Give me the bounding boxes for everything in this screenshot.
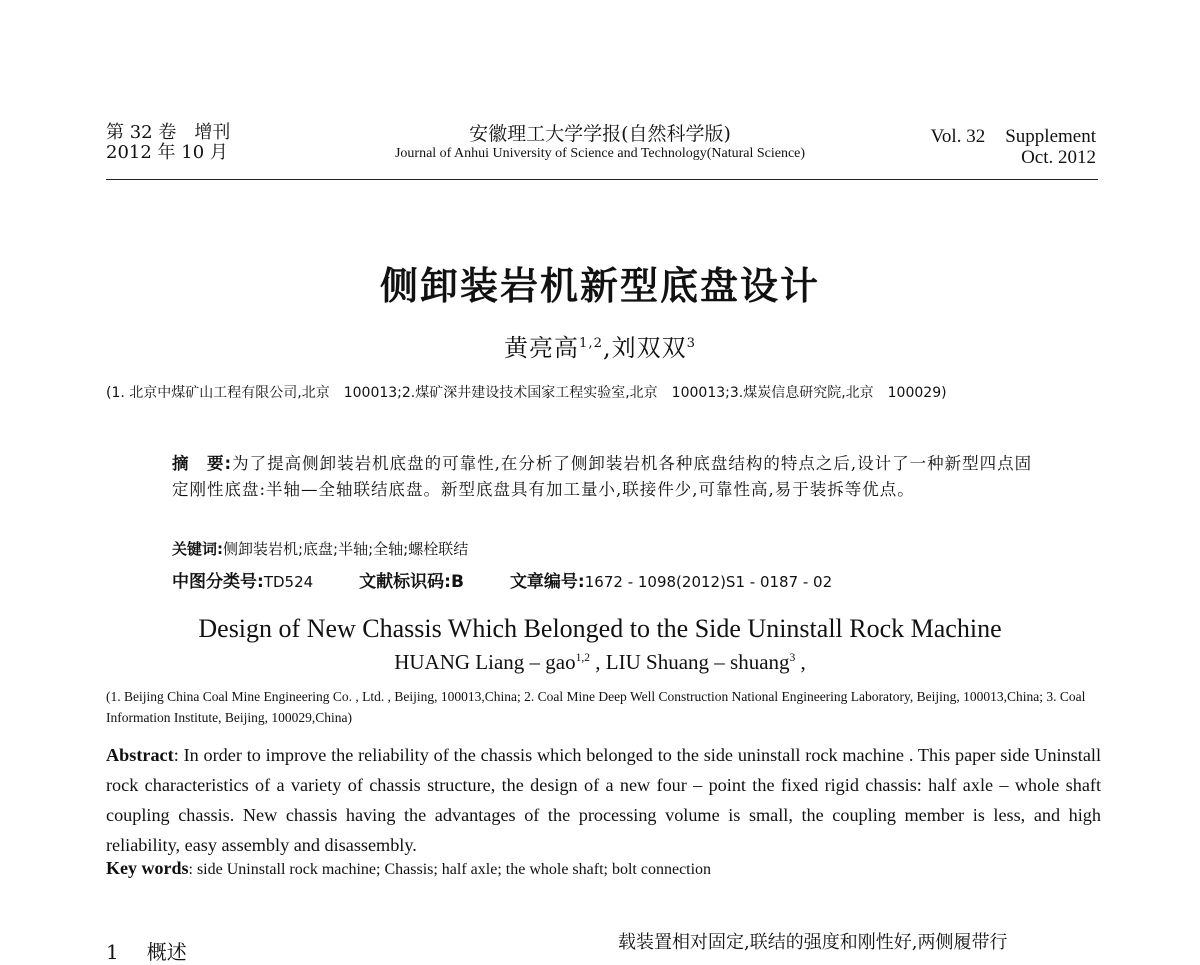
author-name: 黄亮高 bbox=[503, 334, 579, 362]
clc-label: 中图分类号: bbox=[172, 572, 264, 592]
paper-title-en: Design of New Chassis Which Belonged to the Side Uninstall Rock Machine bbox=[198, 614, 1002, 643]
article-no-value: 1672 - 1098(2012)S1 - 0187 - 02 bbox=[584, 573, 833, 591]
abstract-label-cn: 摘 要: bbox=[172, 454, 233, 473]
author-trail-en: , bbox=[795, 650, 806, 674]
keywords-label-cn: 关键词: bbox=[172, 540, 223, 558]
doc-code-label: 文献标识码: bbox=[359, 572, 451, 592]
journal-title-en: Journal of Anhui University of Science and Technology(Natural Science) bbox=[394, 146, 806, 161]
body-text-right-column: 载装置相对固定,联结的强度和刚性好,两侧履带行 bbox=[618, 932, 1008, 953]
keywords-label-en: Key words bbox=[106, 858, 189, 878]
section-title: 概述 bbox=[146, 940, 187, 964]
author-name: 刘双双 bbox=[611, 334, 687, 362]
header-left bbox=[106, 123, 230, 163]
author-affil-mark-en: 3 bbox=[789, 652, 796, 664]
classification-cn bbox=[172, 567, 832, 592]
abstract-en bbox=[106, 740, 1101, 860]
author-affil-mark: 1,2 bbox=[578, 336, 603, 351]
author-name-en: LIU Shuang – shuang bbox=[605, 650, 790, 674]
abstract-text-cn: 为了提高侧卸装岩机底盘的可靠性,在分析了侧卸装岩机各种底盘结构的特点之后,设计了一种新型四点固定刚性底盘:半轴—全轴联结底盘。新型底盘具有加工量小,联接件少,可靠性高,易于装拆等优点。 bbox=[172, 454, 1033, 499]
volume-cn: 第 32 卷 增刊 bbox=[106, 122, 231, 143]
abstract-label-en: Abstract bbox=[106, 745, 174, 765]
affiliation-en: (1. Beijing China Coal Mine Engineering Co. , Ltd. , Beijing, 100013,China; 2. Coal Mine Deep Well Construction National Engineering Laboratory, Beijing, 100013,China; 3. Coal Information Institute, Beijing, 100029,China) bbox=[106, 689, 1086, 725]
abstract-colon-en: : bbox=[173, 745, 184, 765]
author-affil-mark-en: 1,2 bbox=[575, 652, 591, 664]
author-name-en: HUANG Liang – gao bbox=[394, 650, 576, 674]
author-separator-en: , bbox=[590, 650, 606, 674]
keywords-en bbox=[106, 858, 711, 879]
keywords-cn bbox=[172, 538, 468, 559]
date-cn: 2012 年 10 月 bbox=[106, 142, 228, 163]
volume-en: Vol. 32 bbox=[930, 126, 986, 147]
affiliation-cn: (1. 北京中煤矿山工程有限公司,北京 100013;2.煤矿深井建设技术国家工程实验室,北京 100013;3.煤炭信息研究院,北京 100029) bbox=[106, 385, 947, 401]
date-en: Oct. 2012 bbox=[1021, 147, 1096, 168]
article-no-label: 文章编号: bbox=[509, 572, 585, 592]
supplement-en: Supplement bbox=[1005, 126, 1096, 147]
header-rule bbox=[106, 179, 1098, 180]
keywords-text-cn: 侧卸装岩机;底盘;半轴;全轴;螺栓联结 bbox=[223, 540, 469, 558]
clc-value: TD524 bbox=[263, 573, 314, 591]
section-number: 1 bbox=[106, 940, 119, 964]
journal-title-cn: 安徽理工大学学报(自然科学版) bbox=[469, 123, 731, 145]
paper-title-cn: 侧卸装岩机新型底盘设计 bbox=[379, 263, 820, 308]
keywords-colon-en: : bbox=[188, 861, 197, 878]
doc-code-value: B bbox=[450, 572, 464, 592]
section-heading-1 bbox=[106, 936, 187, 965]
keywords-text-en: side Uninstall rock machine; Chassis; half axle; the whole shaft; bolt connection bbox=[196, 861, 712, 878]
abstract-cn bbox=[172, 451, 1042, 503]
abstract-text-en: In order to improve the reliability of the chassis which belonged to the side uninstall rock machine . This paper side Uninstall rock characteristics of a variety of chassis structure, the design of a new four – point the fixed rigid chassis: half axle – whole shaft coupling chassis. New chassis having the advantages of the processing volume is small, the coupling member is less, and high reliability, easy assembly and disassembly. bbox=[106, 745, 1101, 855]
author-affil-mark: 3 bbox=[686, 336, 696, 351]
authors-en bbox=[0, 650, 1200, 675]
header-center bbox=[330, 123, 870, 163]
author-separator: , bbox=[602, 334, 612, 362]
header-right bbox=[931, 126, 1096, 168]
authors-cn bbox=[0, 328, 1200, 363]
